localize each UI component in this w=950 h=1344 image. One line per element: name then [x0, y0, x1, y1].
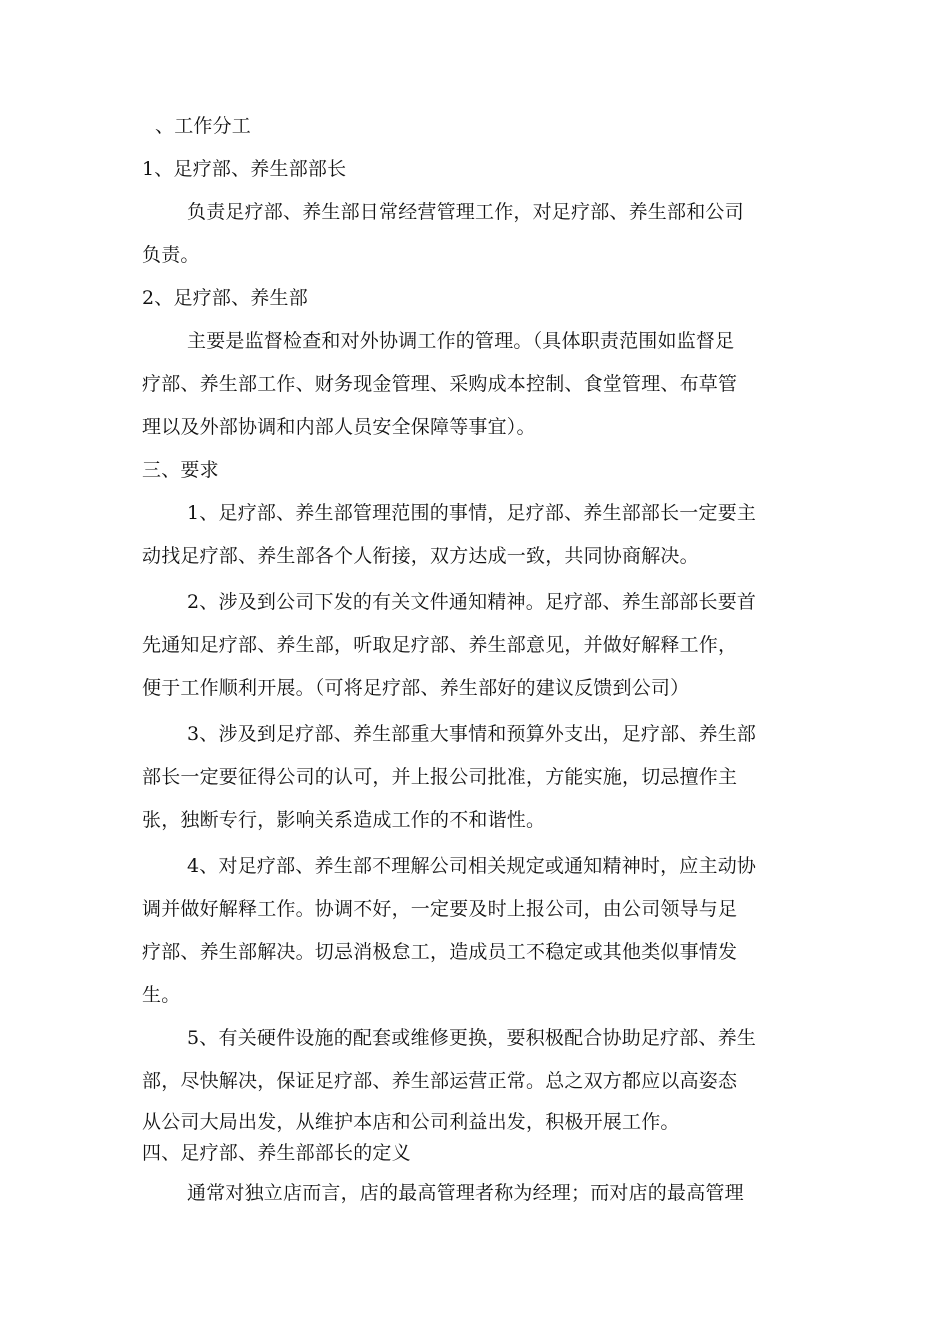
item1-body-line: 负责。 [142, 244, 200, 266]
item1-heading: 1、足疗部、养生部部长 [142, 158, 347, 180]
item1-body-line: 负责足疗部、养生部日常经营管理工作，对足疗部、养生部和公司 [187, 201, 744, 223]
req1-line: 1、足疗部、养生部管理范围的事情，足疗部、养生部部长一定要主 [187, 502, 757, 524]
item2-body-line: 理以及外部协调和内部人员安全保障等事宜）。 [142, 416, 536, 438]
req3-line: 3、涉及到足疗部、养生部重大事情和预算外支出，足疗部、养生部 [187, 723, 757, 745]
section-title: 、工作分工 [155, 115, 252, 137]
req2-line: 2、涉及到公司下发的有关文件通知精神。足疗部、养生部部长要首 [187, 591, 757, 613]
req5-line: 从公司大局出发，从维护本店和公司利益出发，积极开展工作。 [142, 1111, 680, 1133]
section4-body-line: 通常对独立店而言，店的最高管理者称为经理；而对店的最高管理 [187, 1182, 744, 1204]
section3-title: 三、要求 [142, 459, 219, 481]
req5-line: 部，尽快解决，保证足疗部、养生部运营正常。总之双方都应以高姿态 [142, 1070, 738, 1092]
req2-line: 便于工作顺利开展。（可将足疗部、养生部好的建议反馈到公司） [142, 677, 690, 699]
item2-body-line: 主要是监督检查和对外协调工作的管理。（具体职责范围如监督足 [187, 330, 735, 352]
req3-line: 部长一定要征得公司的认可，并上报公司批准，方能实施，切忌擅作主 [142, 766, 738, 788]
item2-heading: 2、足疗部、养生部 [142, 287, 308, 309]
req3-line: 张，独断专行，影响关系造成工作的不和谐性。 [142, 809, 546, 831]
req4-line: 生。 [142, 984, 181, 1006]
req1-line: 动找足疗部、养生部各个人衔接，双方达成一致，共同协商解决。 [142, 545, 699, 567]
req4-line: 调并做好解释工作。协调不好，一定要及时上报公司，由公司领导与足 [142, 898, 738, 920]
req2-line: 先通知足疗部、养生部，听取足疗部、养生部意见，并做好解释工作， [142, 634, 738, 656]
req4-line: 4、对足疗部、养生部不理解公司相关规定或通知精神时，应主动协 [187, 855, 757, 877]
section4-title: 四、足疗部、养生部部长的定义 [142, 1142, 411, 1164]
item2-body-line: 疗部、养生部工作、财务现金管理、采购成本控制、食堂管理、布草管 [142, 373, 738, 395]
req4-line: 疗部、养生部解决。切忌消极怠工，造成员工不稳定或其他类似事情发 [142, 941, 738, 963]
req5-line: 5、有关硬件设施的配套或维修更换，要积极配合协助足疗部、养生 [187, 1027, 757, 1049]
